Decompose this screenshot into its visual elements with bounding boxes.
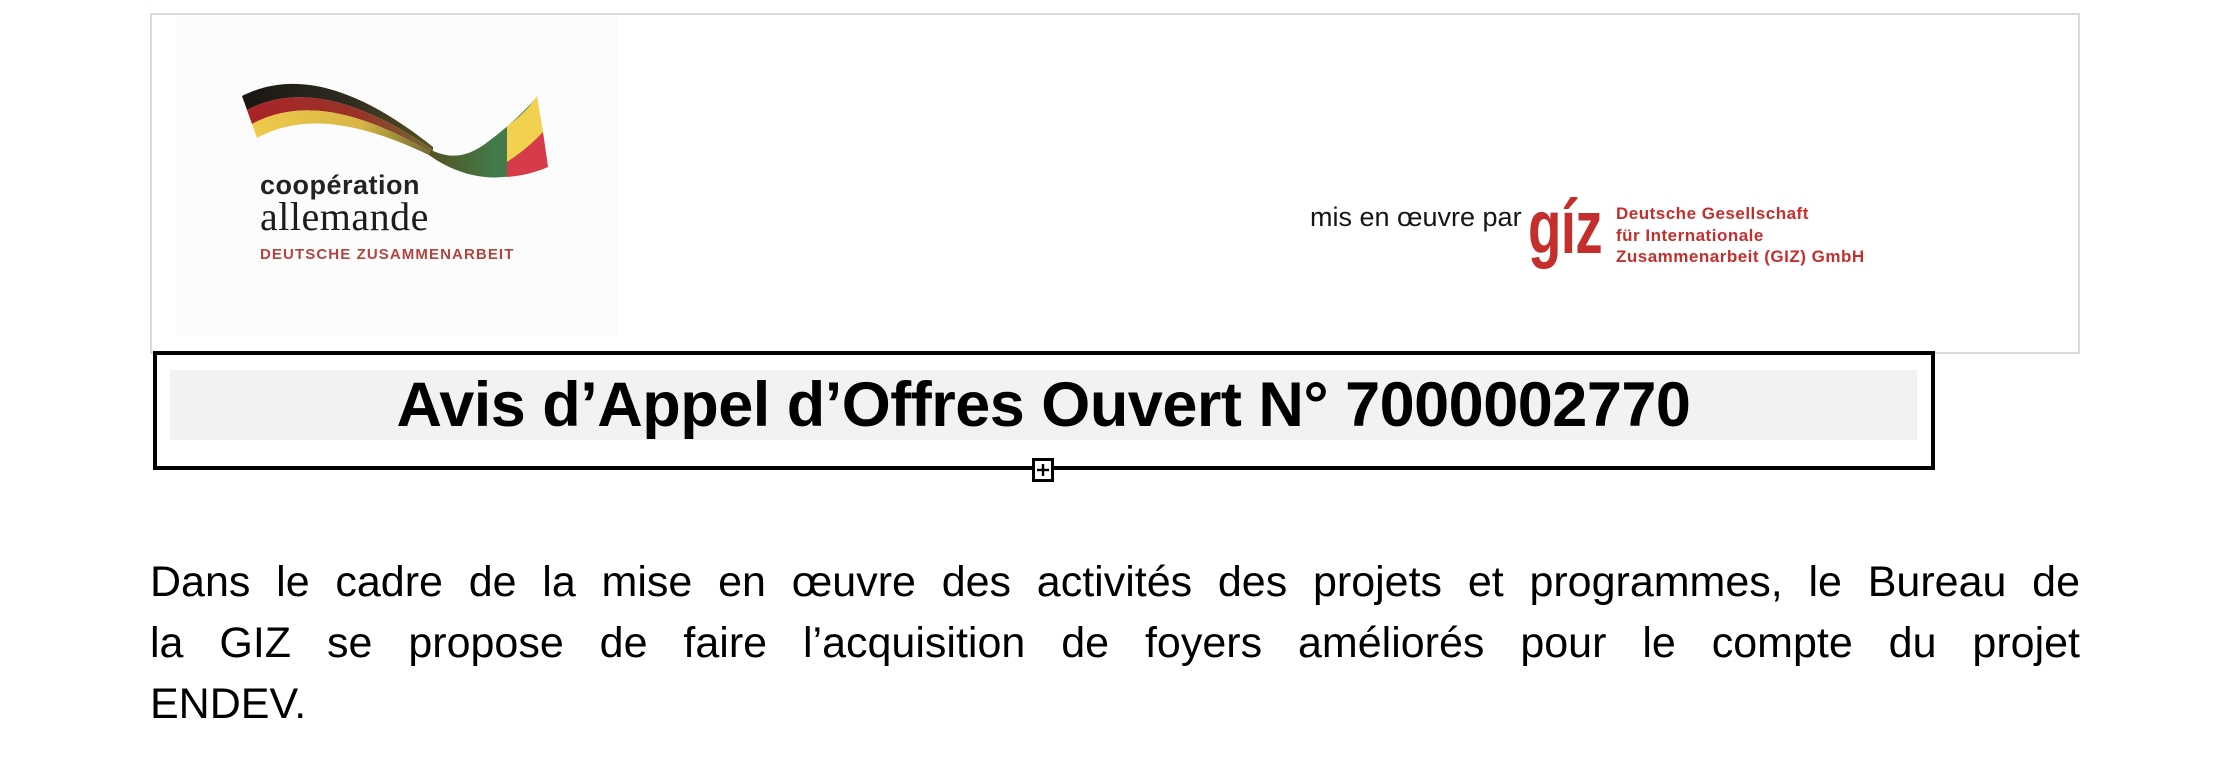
plus-icon <box>1037 463 1049 477</box>
body-line: la GIZ se propose de faire l’acquisition de foyers améliorés pour le compte du projet <box>150 619 2080 667</box>
implemented-by-label: mis en œuvre par <box>1310 202 1522 232</box>
table-handle[interactable] <box>1032 458 1054 482</box>
giz-logo-wordmark: gíz <box>1528 185 1602 270</box>
coop-logo-subtitle: allemande <box>260 194 429 239</box>
tender-title: Avis d’Appel d’Offres Ouvert N° 7000002770 <box>396 370 1691 440</box>
giz-claim-line: für Internationale <box>1616 225 1764 245</box>
body-line: ENDEV. <box>150 680 307 728</box>
giz-logo-claim <box>1616 203 1865 268</box>
german-benin-flag-ribbon-icon <box>242 80 548 180</box>
body-line: Dans le cadre de la mise en œuvre des activités des projets et programmes, le Bureau de <box>150 558 2080 606</box>
giz-claim-line: Zusammenarbeit (GIZ) GmbH <box>1616 247 1865 266</box>
cooperation-allemande-logo <box>260 170 514 264</box>
coop-logo-tagline: DEUTSCHE ZUSAMMENARBEIT <box>260 246 515 263</box>
tender-title-strip <box>170 370 1917 440</box>
body-paragraph <box>150 552 2080 735</box>
giz-claim-line: Deutsche Gesellschaft <box>1616 204 1809 223</box>
coop-logo-title: coopération <box>260 170 421 200</box>
